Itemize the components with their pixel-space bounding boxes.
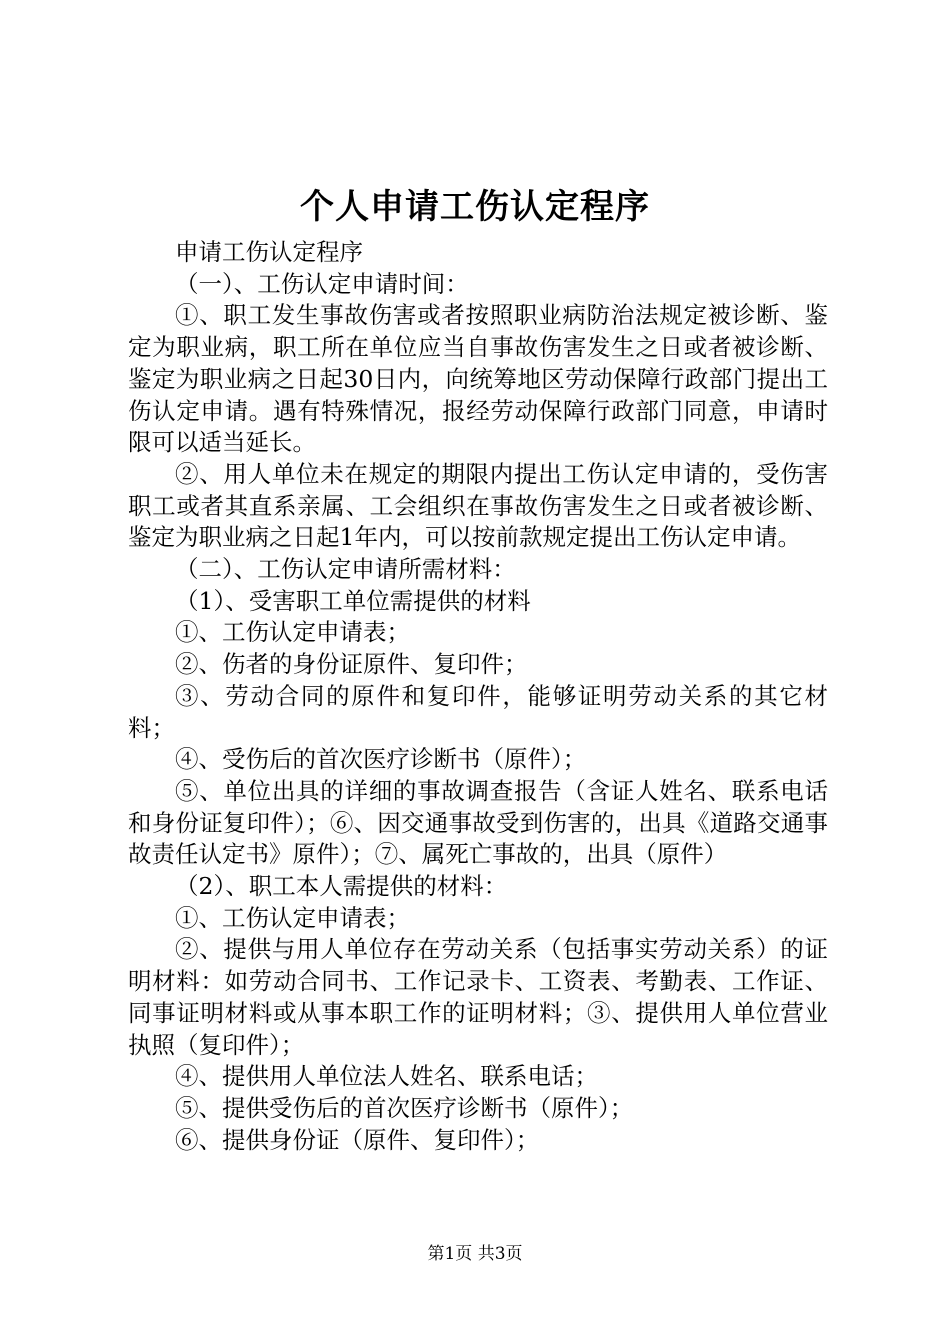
paragraph: （二）、工伤认定申请所需材料： (175, 555, 516, 584)
paragraph: （1）、受害职工单位需提供的材料 (175, 586, 531, 615)
paragraph: ②、提供与用人单位存在劳动关系（包括事实劳动关系）的证明材料：如劳动合同书、工作记录卡、工资表、考勤表、工作证、同事证明材料或从事本职工作的证明材料；③、提供用人单位营业执照（复印件）； (128, 935, 828, 1059)
paragraph: ②、伤者的身份证原件、复印件； (175, 650, 528, 679)
paragraph: ①、工伤认定申请表； (175, 903, 410, 932)
document-body (128, 237, 828, 1156)
paragraph: ③、劳动合同的原件和复印件，能够证明劳动关系的其它材料； (128, 681, 828, 742)
paragraph: ④、提供用人单位法人姓名、联系电话； (175, 1062, 598, 1091)
paragraph: 申请工伤认定程序 (175, 238, 363, 266)
paragraph: ⑥、提供身份证（原件、复印件）； (175, 1125, 540, 1154)
paragraph: ⑤、单位出具的详细的事故调查报告（含证人姓名、联系电话和身份证复印件）；⑥、因交通事故受到伤害的，出具《道路交通事故责任认定书》原件）；⑦、属死亡事故的，出具（原件） (128, 776, 828, 869)
document-title: 个人申请工伤认定程序 (300, 187, 650, 227)
page-number-footer: 第1页 共3页 (427, 1244, 523, 1264)
paragraph: （一）、工伤认定申请时间： (175, 269, 469, 298)
paragraph: （2）、职工本人需提供的材料： (175, 872, 508, 901)
paragraph: ②、用人单位未在规定的期限内提出工伤认定申请的，受伤害职工或者其直系亲属、工会组织在事故伤害发生之日或者被诊断、鉴定为职业病之日起1年内，可以按前款规定提出工伤认定申请。 (128, 459, 828, 552)
paragraph: ①、工伤认定申请表； (175, 618, 410, 647)
paragraph: ④、受伤后的首次医疗诊断书（原件）； (175, 745, 587, 774)
paragraph: ⑤、提供受伤后的首次医疗诊断书（原件）； (175, 1093, 634, 1122)
paragraph: ①、职工发生事故伤害或者按照职业病防治法规定被诊断、鉴定为职业病，职工所在单位应当自事故伤害发生之日或者被诊断、鉴定为职业病之日起30日内，向统筹地区劳动保障行政部门提出工伤认定申请。遇有特殊情况，报经劳动保障行政部门同意，申请时限可以适当延长。 (128, 301, 828, 457)
